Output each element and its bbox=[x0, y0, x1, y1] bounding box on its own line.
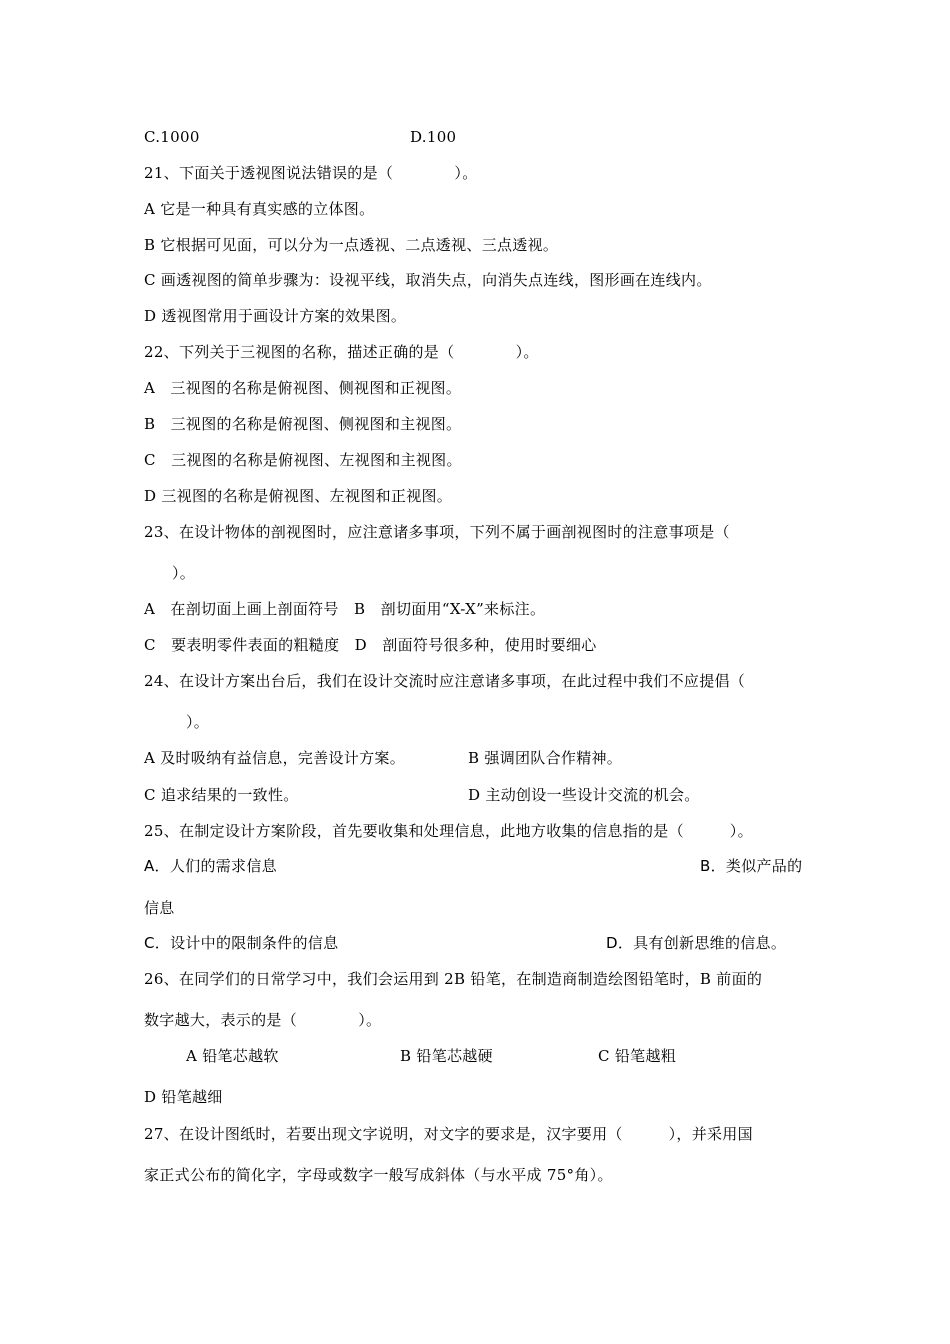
q25-option-a: A．人们的需求信息 bbox=[144, 857, 277, 875]
question-26: 26、在同学们的日常学习中，我们会运用到 2B 铅笔，在制造商制造绘图铅笔时，B 前面的 bbox=[144, 970, 763, 988]
question-27: 27、在设计图纸时，若要出现文字说明，对文字的要求是，汉字要用（ ），并采用国 bbox=[144, 1125, 753, 1143]
q21-option-c: C 画透视图的简单步骤为：设视平线，取消失点，向消失点连线，图形画在连线内。 bbox=[144, 271, 712, 289]
q24-option-a: A 及时吸纳有益信息，完善设计方案。 bbox=[144, 749, 406, 767]
q23-options-ab: A 在剖切面上画上剖面符号 B 剖切面用“X-X”来标注。 bbox=[144, 600, 546, 618]
question-25: 25、在制定设计方案阶段，首先要收集和处理信息，此地方收集的信息指的是（ ）。 bbox=[144, 822, 753, 840]
question-24: 24、在设计方案出台后，我们在设计交流时应注意诸多事项，在此过程中我们不应提倡（ bbox=[144, 672, 746, 690]
q20-option-c: C.1000 bbox=[144, 128, 200, 146]
q21-option-d: D 透视图常用于画设计方案的效果图。 bbox=[144, 307, 407, 325]
q26-option-c: C 铅笔越粗 bbox=[598, 1047, 677, 1065]
q25-option-b-cont: 信息 bbox=[144, 899, 175, 917]
q24-option-d: D 主动创设一些设计交流的机会。 bbox=[468, 786, 700, 804]
question-24-cont: ）。 bbox=[186, 713, 210, 731]
question-26-cont: 数字越大，表示的是（ ）。 bbox=[144, 1011, 382, 1029]
q25-option-d: D．具有创新思维的信息。 bbox=[606, 934, 787, 952]
q21-option-a: A 它是一种具有真实感的立体图。 bbox=[144, 200, 375, 218]
q25-option-c: C．设计中的限制条件的信息 bbox=[144, 934, 339, 952]
q21-option-b: B 它根据可见面，可以分为一点透视、二点透视、三点透视。 bbox=[144, 236, 559, 254]
question-23: 23、在设计物体的剖视图时，应注意诸多事项，下列不属于画剖视图时的注意事项是（ bbox=[144, 523, 730, 541]
q22-option-d: D 三视图的名称是俯视图、左视图和正视图。 bbox=[144, 487, 453, 505]
q26-option-b: B 铅笔芯越硬 bbox=[400, 1047, 493, 1065]
question-22: 22、下列关于三视图的名称，描述正确的是（ ）。 bbox=[144, 343, 539, 361]
q25-option-b: B．类似产品的 bbox=[700, 857, 803, 875]
q22-option-b: B 三视图的名称是俯视图、侧视图和主视图。 bbox=[144, 415, 462, 433]
question-23-cont: ）。 bbox=[172, 564, 196, 582]
q26-option-a: A 铅笔芯越软 bbox=[186, 1047, 279, 1065]
q24-option-b: B 强调团队合作精神。 bbox=[468, 749, 623, 767]
question-21: 21、下面关于透视图说法错误的是（ ）。 bbox=[144, 164, 478, 182]
q24-option-c: C 追求结果的一致性。 bbox=[144, 786, 299, 804]
question-27-cont: 家正式公布的简化字，字母或数字一般写成斜体（与水平成 75°角）。 bbox=[144, 1166, 613, 1184]
q20-option-d: D.100 bbox=[410, 128, 457, 146]
q22-option-c: C 三视图的名称是俯视图、左视图和主视图。 bbox=[144, 451, 462, 469]
q26-option-d: D 铅笔越细 bbox=[144, 1088, 223, 1106]
q22-option-a: A 三视图的名称是俯视图、侧视图和正视图。 bbox=[144, 379, 462, 397]
q23-options-cd: C 要表明零件表面的粗糙度 D 剖面符号很多种，使用时要细心 bbox=[144, 636, 597, 654]
